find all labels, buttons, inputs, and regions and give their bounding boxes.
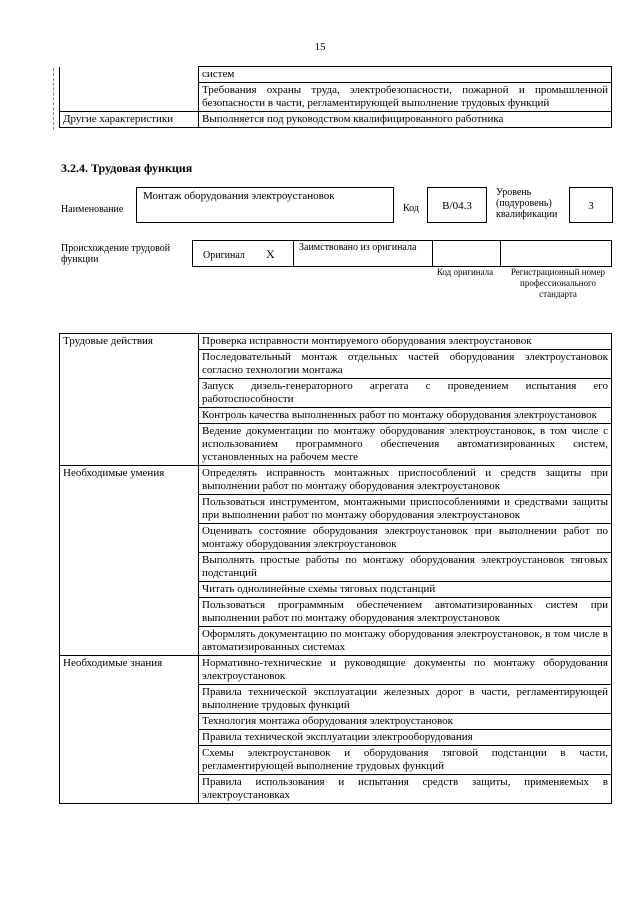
- level-value: 3: [569, 187, 613, 223]
- table-row: [60, 67, 612, 83]
- margin-mark: [53, 68, 54, 130]
- table-row: [60, 466, 612, 495]
- row-text: Выполняется под руководством квалифицированного работника: [199, 112, 612, 128]
- name-value: Монтаж оборудования электроустановок: [136, 187, 394, 223]
- item-text: Нормативно-технические и руководящие документы по монтажу оборудования электроустановок: [199, 656, 612, 685]
- table-row: [60, 334, 612, 350]
- row-text: Требования охраны труда, электробезопасности, пожарной и промышленной безопасности в части, регламентирующей выполнение трудовых функций: [199, 83, 612, 112]
- page-number: 15: [314, 41, 326, 53]
- item-text: Определять исправность монтажных приспособлений и средств защиты при выполнении работ по монтажу оборудования электроустановок: [199, 466, 612, 495]
- item-text: Правила технической эксплуатации железных дорог в части, регламентирующей выполнение трудовых функций: [199, 685, 612, 714]
- item-text: Выполнять простые работы по монтажу оборудования электроустановок тяговых подстанций: [199, 553, 612, 582]
- borrowed-label: Заимствовано из оригинала: [299, 242, 417, 253]
- group-label: Необходимые знания: [60, 656, 199, 804]
- item-text: Проверка исправности монтируемого оборудования электроустановок: [199, 334, 612, 350]
- row-text: систем: [199, 67, 612, 83]
- divider: [500, 240, 501, 267]
- item-text: Контроль качества выполненных работ по монтажу оборудования электроустановок: [199, 408, 612, 424]
- origin-label: Происхождение трудовой функции: [61, 243, 171, 265]
- table-row: [60, 656, 612, 685]
- level-label: Уровень (подуровень) квалификации: [496, 187, 558, 220]
- item-text: Технология монтажа оборудования электроустановок: [199, 714, 612, 730]
- item-text: Читать однолинейные схемы тяговых подстанций: [199, 582, 612, 598]
- group-label: Необходимые умения: [60, 466, 199, 656]
- item-text: Оформлять документацию по монтажу оборудования электроустановок, в том числе в автоматизированных системах: [199, 627, 612, 656]
- divider: [432, 240, 433, 267]
- divider: [293, 240, 294, 267]
- item-text: Оценивать состояние оборудования электроустановок при выполнении работ по монтажу оборудования электроустановок: [199, 524, 612, 553]
- code-caption: Код оригинала: [436, 267, 494, 277]
- item-text: Правила использования и испытания средств защиты, применяемых в электроустановках: [199, 775, 612, 804]
- item-text: Запуск дизель-генераторного агрегата с проведением испытания его работоспособности: [199, 379, 612, 408]
- table-row: [60, 83, 612, 112]
- item-text: Схемы электроустановок и оборудования тяговой подстанции в части, регламентирующей выполнение трудовых функций: [199, 746, 612, 775]
- item-text: Ведение документации по монтажу оборудования электроустановок, в том числе с использованием программного обеспечения автоматизированных систем, установленных на рабочем месте: [199, 424, 612, 466]
- section-title: 3.2.4. Трудовая функция: [61, 161, 193, 175]
- original-mark: X: [266, 247, 275, 261]
- code-label: Код: [403, 203, 419, 214]
- name-label: Наименование: [61, 204, 124, 215]
- main-table: [59, 333, 612, 804]
- reg-caption: Регистрационный номер профессионального стандарта: [510, 267, 606, 299]
- item-text: Пользоваться инструментом, монтажными приспособлениями и средствами защиты при выполнении работ по монтажу оборудования электроустановок: [199, 495, 612, 524]
- code-value: B/04.3: [427, 187, 487, 223]
- row-label: [60, 67, 199, 83]
- table-row: [60, 112, 612, 128]
- origin-box: [192, 240, 612, 267]
- item-text: Пользоваться программным обеспечением автоматизированных систем при выполнении работ по монтажу оборудования электроустановок: [199, 598, 612, 627]
- row-label: [60, 83, 199, 112]
- item-text: Последовательный монтаж отдельных частей оборудования электроустановок согласно технологии монтажа: [199, 350, 612, 379]
- group-label: Трудовые действия: [60, 334, 199, 466]
- row-label: Другие характеристики: [60, 112, 199, 128]
- item-text: Правила технической эксплуатации электрооборудования: [199, 730, 612, 746]
- original-label: Оригинал: [203, 250, 245, 261]
- top-table: [59, 66, 612, 128]
